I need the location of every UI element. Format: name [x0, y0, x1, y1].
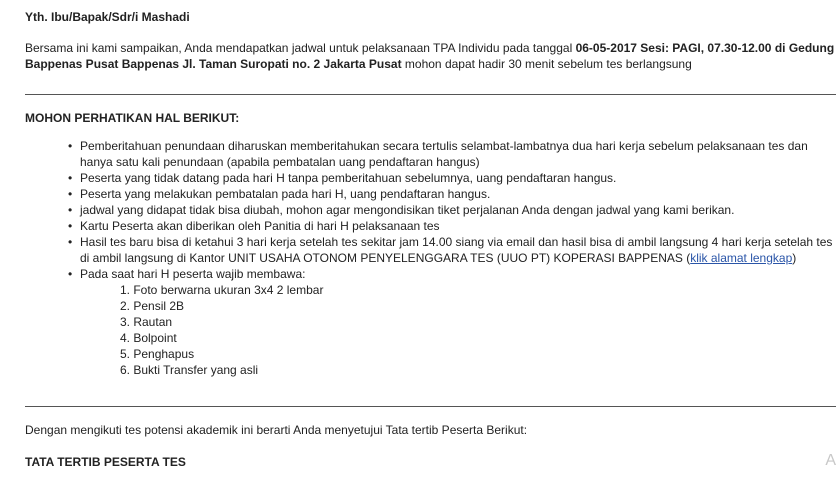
rule-item	[80, 234, 836, 266]
intro-text-end: mohon dapat hadir 30 menit sebelum tes berlangsung	[401, 57, 692, 71]
rule-item: • Pemberitahuan penundaan diharuskan memberitahukan secara tertulis selambat-lambatnya dua hari kerja sebelum pelaksanaan tes dan hanya satu kali penundaan (apabila pembatalan uang pendaftaran hangus)	[80, 138, 836, 170]
divider-bottom	[25, 406, 836, 407]
rule-item: • Peserta yang tidak datang pada hari H tanpa pemberitahuan sebelumnya, uang pendaftaran hangus.	[80, 170, 836, 186]
items-list	[80, 282, 836, 378]
rule-text: Pada saat hari H peserta wajib membawa:	[80, 267, 306, 281]
section2-title: TATA TERTIB PESERTA TES	[25, 455, 186, 469]
rules-list	[25, 138, 836, 378]
intro-date-session: 06-05-2017 Sesi: PAGI, 07.30-12.00	[575, 41, 772, 55]
section-title: MOHON PERHATIKAN HAL BERIKUT:	[25, 111, 240, 125]
rule-close: )	[792, 251, 797, 265]
corner-glyph: A	[825, 452, 836, 469]
list-item: 5. Penghapus	[120, 347, 195, 361]
outro-text: Dengan mengikuti tes potensi akademik ini berarti Anda menyetujui Tata tertib Peserta Berikut:	[25, 423, 528, 437]
list-item: 6. Bukti Transfer yang asli	[120, 363, 259, 377]
intro-location: di Gedung Bappenas Pusat Bappenas Jl. Taman Suropati no. 2 Jakarta Pusat	[25, 41, 835, 71]
intro-paragraph	[25, 40, 835, 72]
list-item: 3. Rautan	[120, 315, 173, 329]
divider-top	[25, 94, 836, 95]
list-item: 2. Pensil 2B	[120, 299, 185, 313]
rule-item: • Kartu Peserta akan diberikan oleh Panitia di hari H pelaksanaan tes	[80, 218, 836, 234]
rule-text: Hasil tes baru bisa di ketahui 3 hari kerja setelah tes sekitar jam 14.00 siang via email dan hasil bisa di ambil langsung 4 hari kerja setelah tes di ambil langsung di Kantor UNIT USAHA OTONOM PENYELENGGARA TES (UUO PT) KOPERASI BAPPENAS (	[80, 235, 833, 265]
rule-item	[80, 266, 836, 378]
rule-item: • Peserta yang melakukan pembatalan pada hari H, uang pendaftaran hangus.	[80, 186, 836, 202]
list-item: 1. Foto berwarna ukuran 3x4 2 lembar	[120, 283, 324, 297]
greeting: Yth. Ibu/Bapak/Sdr/i Mashadi	[25, 10, 190, 24]
address-link[interactable]: klik alamat lengkap	[690, 251, 793, 265]
list-item: 4. Bolpoint	[120, 331, 177, 345]
intro-text: Bersama ini kami sampaikan, Anda mendapatkan jadwal untuk pelaksanaan TPA Individu pada tanggal	[25, 41, 576, 55]
rule-item: • jadwal yang didapat tidak bisa diubah, mohon agar mengondisikan tiket perjalanan Anda dengan jadwal yang kami berikan.	[80, 202, 836, 218]
